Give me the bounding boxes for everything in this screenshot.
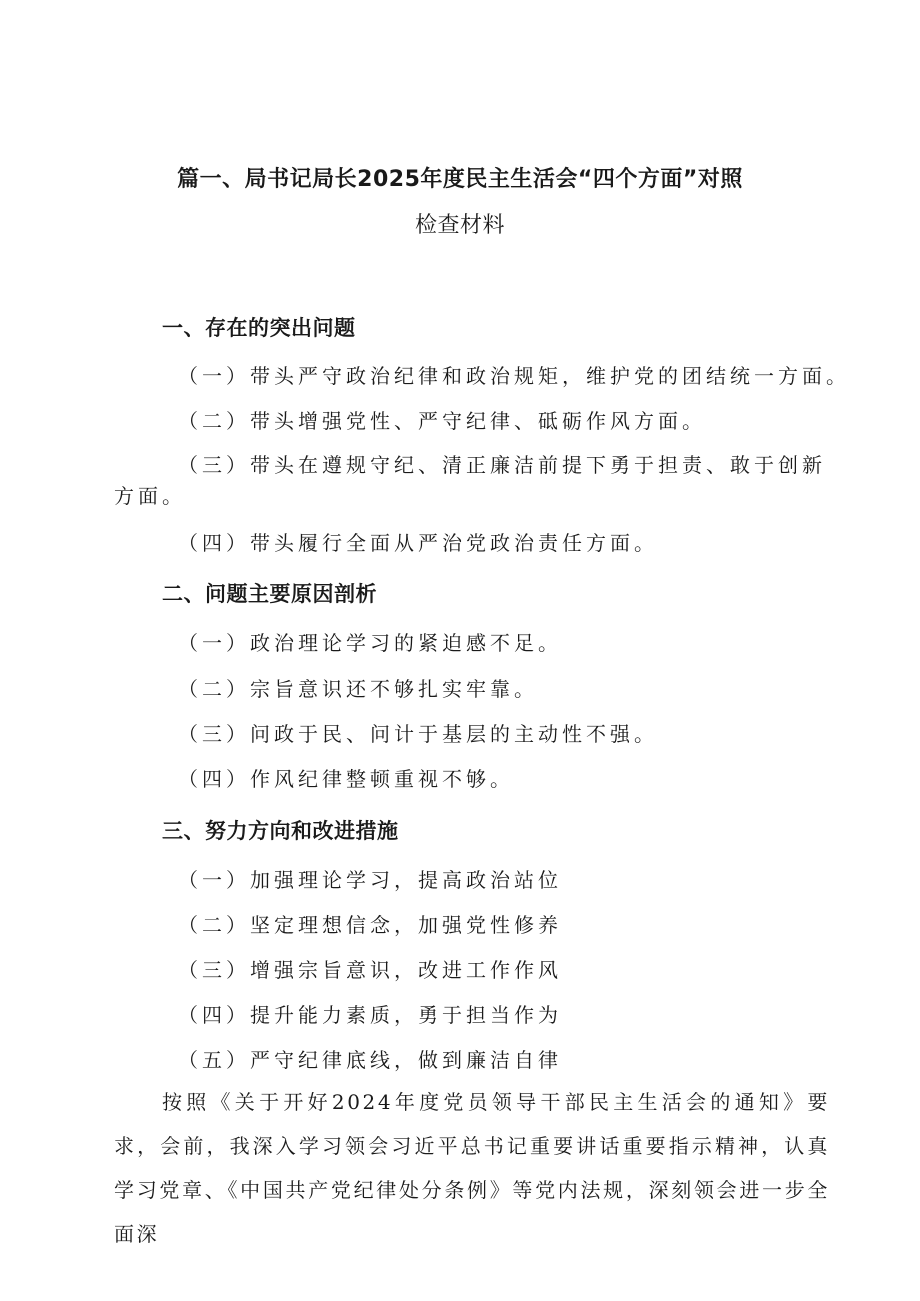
body-paragraph: 按照《关于开好2024年度党员领导干部民主生活会的通知》要求，会前，我深入学习领会习近平总书记重要讲话重要指示精神，认真学习党章、《中国共产党纪律处分条例》等党内法规，深刻领会进一步全面深 [114,1090,830,1246]
document-title-line-2: 检查材料 [414,213,505,238]
section-3-item-4: （四）提升能力素质，勇于担当作为 [178,1003,562,1027]
section-2-item-3: （三）问政于民、问计于基层的主动性不强。 [178,722,658,746]
section-2-item-2: （二）宗旨意识还不够扎实牢靠。 [178,677,538,701]
section-3-item-2: （二）坚定理想信念，加强党性修养 [178,913,562,937]
section-3-item-1: （一）加强理论学习，提高政治站位 [178,868,562,892]
section-1-item-3: （三）带头在遵规守纪、清正廉洁前提下勇于担责、敢于创新方面。 [114,453,826,508]
section-1-item-2: （二）带头增强党性、严守纪律、砥砺作风方面。 [178,409,706,433]
section-heading-2: 二、问题主要原因剖析 [162,582,377,606]
document-title-line-1: 篇一、局书记局长2025年度民主生活会“四个方面”对照 [177,167,743,192]
section-2-item-4: （四）作风纪律整顿重视不够。 [178,767,514,791]
section-3-item-5: （五）严守纪律底线，做到廉洁自律 [178,1048,562,1072]
section-heading-1: 一、存在的突出问题 [162,316,356,340]
section-1-item-1: （一）带头严守政治纪律和政治规矩，维护党的团结统一方面。 [178,364,850,388]
section-2-item-1: （一）政治理论学习的紧迫感不足。 [178,631,562,655]
section-3-item-3: （三）增强宗旨意识，改进工作作风 [178,958,562,982]
section-1-item-4: （四）带头履行全面从严治党政治责任方面。 [178,531,658,555]
section-heading-3: 三、努力方向和改进措施 [162,819,399,843]
